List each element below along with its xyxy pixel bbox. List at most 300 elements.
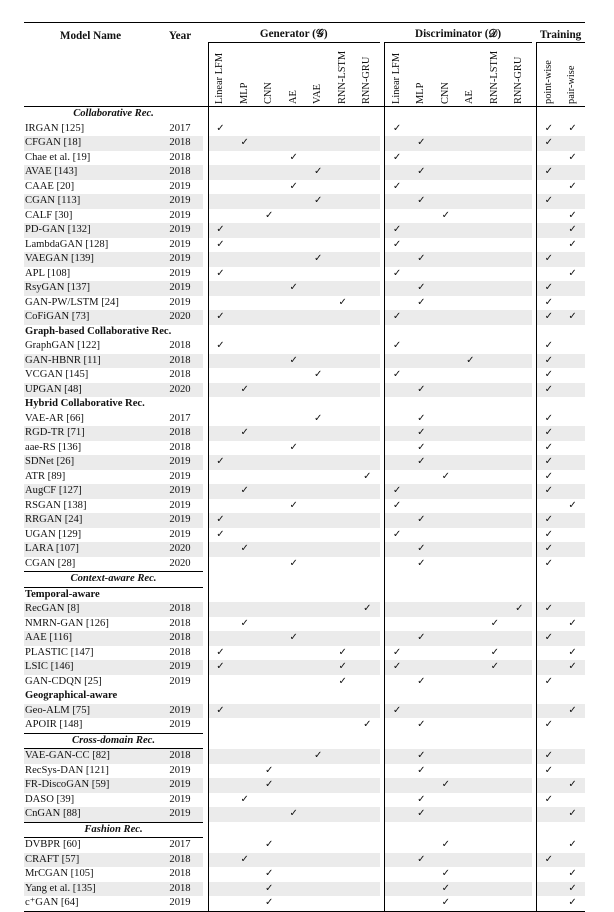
generator-check-cell <box>306 675 331 690</box>
discriminator-check-cell <box>483 867 508 882</box>
discriminator-check-cell: ✓ <box>385 484 410 499</box>
discriminator-check-cell <box>483 296 508 311</box>
generator-check-cell <box>331 470 356 485</box>
discriminator-check-cell <box>434 807 459 822</box>
generator-check-cell <box>355 122 380 137</box>
generator-check-cell <box>208 617 233 632</box>
table-row <box>24 136 585 151</box>
training-check-cell <box>561 528 585 543</box>
discriminator-check-cell <box>507 778 532 793</box>
generator-check-cell <box>306 528 331 543</box>
generator-check-cell <box>282 122 307 137</box>
discriminator-check-cell <box>507 151 532 166</box>
training-check-cell: ✓ <box>537 631 561 646</box>
generator-check-cell <box>282 867 307 882</box>
discriminator-check-cell <box>458 602 483 617</box>
training-check-cell <box>561 252 585 267</box>
generator-check-cell <box>306 718 331 733</box>
column-header-disc_cols-5 <box>507 43 532 107</box>
discriminator-check-cell <box>434 499 459 514</box>
table-row <box>24 704 585 719</box>
model-name-cell: UPGAN [48] <box>24 383 157 398</box>
generator-check-cell <box>306 513 331 528</box>
discriminator-check-cell <box>483 528 508 543</box>
discriminator-check-cell <box>458 368 483 383</box>
generator-check-cell <box>208 499 233 514</box>
column-header-train_cols-1 <box>561 43 585 107</box>
discriminator-check-cell <box>434 749 459 764</box>
discriminator-check-cell: ✓ <box>385 528 410 543</box>
table-row <box>24 646 585 661</box>
generator-check-cell <box>257 223 282 238</box>
table-row <box>24 165 585 180</box>
training-check-cell: ✓ <box>537 764 561 779</box>
discriminator-check-cell <box>458 180 483 195</box>
generator-check-cell <box>331 267 356 282</box>
discriminator-check-cell <box>483 499 508 514</box>
generator-check-cell: ✓ <box>240 793 249 805</box>
year-cell: 2018 <box>157 426 203 441</box>
discriminator-check-cell <box>385 354 410 369</box>
subsection-label: Geographical-aware <box>25 690 118 701</box>
year-cell: 2019 <box>169 267 191 279</box>
generator-check-cell <box>208 882 233 897</box>
training-check-cell: ✓ <box>561 310 585 325</box>
generator-check-cell <box>355 853 380 868</box>
generator-check-cell <box>257 455 282 470</box>
discriminator-check-cell <box>458 675 483 690</box>
discriminator-check-cell <box>483 209 508 224</box>
column-label: RNN-LSTM <box>488 50 500 104</box>
generator-check-cell <box>331 441 356 456</box>
column-label: CNN <box>263 82 275 104</box>
training-check-cell <box>561 470 585 485</box>
generator-check-cell <box>355 252 380 267</box>
generator-check-cell <box>282 675 307 690</box>
discriminator-check-cell <box>385 675 410 690</box>
year-cell: 2019 <box>157 223 203 238</box>
column-header-disc_cols-2 <box>434 43 459 107</box>
discriminator-check-cell: ✓ <box>434 882 459 897</box>
generator-check-cell <box>355 542 380 557</box>
generator-check-cell <box>208 896 233 911</box>
model-name-cell: aae-RS [136] <box>25 441 82 453</box>
table-row <box>24 602 585 617</box>
generator-check-cell <box>257 165 282 180</box>
discriminator-check-cell <box>458 441 483 456</box>
year-cell: 2019 <box>157 455 203 470</box>
generator-check-cell <box>282 194 307 209</box>
model-name-cell: LambdaGAN [128] <box>25 238 109 250</box>
training-check-cell <box>561 368 585 383</box>
model-name-cell: VCGAN [145] <box>25 369 89 380</box>
column-label: AE <box>287 90 299 104</box>
generator-check-cell <box>282 718 307 733</box>
discriminator-check-cell: ✓ <box>385 704 410 719</box>
generator-check-cell <box>233 470 258 485</box>
generator-check-cell <box>233 867 258 882</box>
discriminator-check-cell <box>409 223 434 238</box>
year-cell: 2018 <box>169 868 191 879</box>
discriminator-check-cell <box>458 470 483 485</box>
training-check-cell <box>561 764 585 779</box>
generator-check-cell <box>306 310 331 325</box>
discriminator-check-cell <box>458 793 483 808</box>
generator-check-cell <box>306 793 331 808</box>
generator-check-cell <box>331 749 356 764</box>
discriminator-check-cell <box>385 867 410 882</box>
discriminator-check-cell: ✓ <box>409 281 434 296</box>
generator-check-cell <box>208 542 233 557</box>
generator-check-cell: ✓ <box>289 557 298 569</box>
section-label: Cross-domain Rec. <box>24 733 203 749</box>
year-cell: 2019 <box>157 281 203 296</box>
discriminator-check-cell <box>483 194 508 209</box>
discriminator-check-cell <box>409 310 434 325</box>
subsection-header <box>24 587 585 602</box>
model-name-cell: Geo-ALM [75] <box>24 704 157 719</box>
training-check-cell <box>561 853 585 868</box>
model-name-cell: VAE-GAN-CC [82] <box>24 749 157 764</box>
model-name-cell: CnGAN [88] <box>24 807 157 822</box>
discriminator-check-cell <box>434 542 459 557</box>
model-name-cell: SDNet [26] <box>24 455 157 470</box>
training-check-cell: ✓ <box>537 136 561 151</box>
generator-check-cell <box>282 542 307 557</box>
table-row <box>24 499 585 514</box>
generator-check-cell <box>331 542 356 557</box>
section-header <box>24 822 585 838</box>
column-label: Linear LFM <box>214 52 226 104</box>
column-label: VAE <box>312 83 324 104</box>
training-check-cell <box>561 542 585 557</box>
discriminator-check-cell <box>507 209 532 224</box>
generator-check-cell <box>257 296 282 311</box>
discriminator-check-cell <box>458 617 483 632</box>
table-row <box>24 426 585 441</box>
discriminator-check-cell <box>409 778 434 793</box>
discriminator-check-cell: ✓ <box>417 719 426 731</box>
column-header-disc_cols-0 <box>385 43 410 107</box>
generator-check-cell: ✓ <box>314 412 323 424</box>
generator-check-cell <box>306 764 331 779</box>
discriminator-check-cell <box>385 470 410 485</box>
generator-check-cell <box>306 646 331 661</box>
discriminator-check-cell <box>385 882 410 897</box>
generator-check-cell <box>306 209 331 224</box>
discriminator-check-cell <box>385 896 410 911</box>
generator-check-cell <box>331 764 356 779</box>
generator-check-cell <box>331 180 356 195</box>
generator-check-cell <box>355 194 380 209</box>
discriminator-check-cell <box>409 339 434 354</box>
generator-check-cell <box>282 749 307 764</box>
discriminator-check-cell <box>458 749 483 764</box>
year-cell: 2019 <box>169 296 191 308</box>
training-check-cell <box>537 704 561 719</box>
generator-check-cell <box>306 180 331 195</box>
generator-check-cell <box>257 542 282 557</box>
table-row <box>24 296 585 311</box>
discriminator-check-cell <box>507 660 532 675</box>
discriminator-check-cell <box>507 296 532 311</box>
generator-check-cell <box>208 749 233 764</box>
discriminator-check-cell <box>458 896 483 911</box>
generator-check-cell <box>306 557 331 572</box>
training-check-cell: ✓ <box>537 853 561 868</box>
generator-check-cell <box>331 310 356 325</box>
model-name-cell: PLASTIC [147] <box>25 646 94 658</box>
discriminator-check-cell <box>483 793 508 808</box>
discriminator-check-cell <box>409 528 434 543</box>
discriminator-check-cell: ✓ <box>417 412 426 424</box>
training-check-cell: ✓ <box>537 602 561 617</box>
year-cell: 2019 <box>157 194 203 209</box>
generator-check-cell <box>208 296 233 311</box>
discriminator-check-cell <box>434 853 459 868</box>
discriminator-check-cell <box>483 749 508 764</box>
year-cell: 2019 <box>169 499 191 511</box>
generator-check-cell <box>282 426 307 441</box>
table-row <box>24 441 585 456</box>
generator-check-cell <box>233 704 258 719</box>
discriminator-check-cell <box>434 122 459 137</box>
discriminator-check-cell <box>458 426 483 441</box>
generator-check-cell <box>355 238 380 253</box>
generator-check-cell <box>355 151 380 166</box>
model-name-cell: AugCF [127] <box>24 484 157 499</box>
generator-check-cell <box>331 807 356 822</box>
discriminator-check-cell: ✓ <box>458 354 483 369</box>
generator-check-cell: ✓ <box>289 499 298 511</box>
column-label: point-wise <box>542 60 554 104</box>
discriminator-check-cell <box>507 136 532 151</box>
discriminator-check-cell: ✓ <box>385 368 410 383</box>
discriminator-check-cell: ✓ <box>507 602 532 617</box>
generator-check-cell <box>257 853 282 868</box>
year-cell: 2020 <box>169 557 191 569</box>
discriminator-check-cell <box>507 853 532 868</box>
discriminator-check-cell <box>507 267 532 282</box>
discriminator-check-cell <box>434 194 459 209</box>
generator-check-cell <box>282 853 307 868</box>
discriminator-check-cell: ✓ <box>417 296 426 308</box>
training-check-cell <box>537 617 561 632</box>
generator-check-cell: ✓ <box>208 223 233 238</box>
generator-check-cell: ✓ <box>306 749 331 764</box>
discriminator-check-cell <box>507 470 532 485</box>
generator-check-cell: ✓ <box>265 897 274 908</box>
generator-check-cell <box>257 339 282 354</box>
discriminator-check-cell: ✓ <box>409 252 434 267</box>
model-name-cell: RRGAN [24] <box>24 513 157 528</box>
generator-check-cell <box>306 354 331 369</box>
discriminator-check-cell <box>409 180 434 195</box>
discriminator-check-cell <box>507 484 532 499</box>
training-check-cell: ✓ <box>568 180 577 192</box>
discriminator-check-cell: ✓ <box>385 151 410 166</box>
column-header-disc_cols-4 <box>483 43 508 107</box>
training-check-cell <box>561 484 585 499</box>
model-name-cell: APOIR [148] <box>25 719 83 730</box>
generator-check-cell <box>331 484 356 499</box>
discriminator-check-cell <box>458 165 483 180</box>
generator-check-cell <box>306 455 331 470</box>
discriminator-check-cell <box>507 838 532 853</box>
training-check-cell: ✓ <box>537 412 561 427</box>
discriminator-check-cell <box>434 296 459 311</box>
discriminator-check-cell <box>507 513 532 528</box>
year-cell: 2019 <box>157 252 203 267</box>
generator-check-cell <box>331 238 356 253</box>
discriminator-check-cell <box>483 165 508 180</box>
discriminator-check-cell <box>385 165 410 180</box>
discriminator-check-cell <box>483 484 508 499</box>
discriminator-check-cell <box>385 426 410 441</box>
generator-check-cell <box>355 165 380 180</box>
generator-check-cell <box>355 296 380 311</box>
training-check-cell <box>561 602 585 617</box>
generator-check-cell <box>282 136 307 151</box>
generator-check-cell <box>257 441 282 456</box>
generator-check-cell <box>257 122 282 137</box>
generator-check-cell <box>257 528 282 543</box>
generator-check-cell <box>355 223 380 238</box>
discriminator-check-cell <box>434 136 459 151</box>
generator-check-cell <box>306 339 331 354</box>
discriminator-check-cell <box>483 368 508 383</box>
generator-check-cell <box>282 778 307 793</box>
discriminator-check-cell <box>434 412 459 427</box>
discriminator-check-cell <box>409 470 434 485</box>
discriminator-check-cell <box>409 209 434 224</box>
generator-check-cell <box>282 528 307 543</box>
discriminator-check-cell <box>434 281 459 296</box>
discriminator-check-cell <box>507 807 532 822</box>
generator-check-cell: ✓ <box>208 646 233 661</box>
generator-check-cell <box>282 704 307 719</box>
column-header-gen_cols-2 <box>257 43 282 107</box>
generator-check-cell <box>208 412 233 427</box>
generator-check-cell <box>306 853 331 868</box>
discriminator-check-cell <box>409 267 434 282</box>
generator-check-cell <box>257 749 282 764</box>
discriminator-check-cell <box>507 310 532 325</box>
generator-check-cell <box>257 383 282 398</box>
table-row <box>24 122 585 137</box>
model-name-cell: CGAN [113] <box>24 194 157 209</box>
discriminator-check-cell <box>507 867 532 882</box>
discriminator-check-cell: ✓ <box>409 807 434 822</box>
discriminator-check-cell <box>483 426 508 441</box>
discriminator-check-cell <box>458 853 483 868</box>
training-check-cell <box>561 455 585 470</box>
discriminator-check-cell <box>434 223 459 238</box>
discriminator-check-cell <box>385 412 410 427</box>
discriminator-check-cell: ✓ <box>409 165 434 180</box>
column-label: pair-wise <box>566 65 578 104</box>
table-row <box>24 383 585 398</box>
discriminator-check-cell <box>507 793 532 808</box>
generator-check-cell <box>331 602 356 617</box>
training-check-cell <box>537 180 561 195</box>
model-name-cell: CRAFT [57] <box>24 853 157 868</box>
discriminator-check-cell <box>458 209 483 224</box>
generator-check-cell <box>306 136 331 151</box>
discriminator-check-cell <box>507 122 532 137</box>
discriminator-check-cell <box>458 867 483 882</box>
generator-check-cell <box>355 354 380 369</box>
training-check-cell <box>561 718 585 733</box>
training-check-cell: ✓ <box>561 704 585 719</box>
discriminator-check-cell <box>458 557 483 572</box>
discriminator-check-cell: ✓ <box>417 675 426 687</box>
discriminator-check-cell <box>434 383 459 398</box>
generator-check-cell <box>355 426 380 441</box>
generator-check-cell <box>331 557 356 572</box>
discriminator-check-cell <box>385 764 410 779</box>
training-check-cell <box>537 660 561 675</box>
discriminator-check-cell <box>434 675 459 690</box>
subsection-header <box>24 397 585 412</box>
generator-check-cell <box>282 513 307 528</box>
column-label: Linear LFM <box>390 52 402 104</box>
discriminator-check-cell <box>409 602 434 617</box>
generator-check-cell: ✓ <box>289 180 298 192</box>
training-check-cell <box>537 778 561 793</box>
subsection-header <box>24 689 585 704</box>
discriminator-check-cell <box>458 455 483 470</box>
discriminator-check-cell <box>483 412 508 427</box>
generator-check-cell: ✓ <box>208 513 233 528</box>
training-check-cell: ✓ <box>537 675 561 690</box>
discriminator-check-cell <box>458 412 483 427</box>
table-row <box>24 718 585 733</box>
table-row <box>24 252 585 267</box>
generator-check-cell <box>306 441 331 456</box>
training-check-cell: ✓ <box>568 122 577 134</box>
discriminator-check-cell <box>483 455 508 470</box>
discriminator-check-cell: ✓ <box>409 749 434 764</box>
generator-check-cell <box>233 764 258 779</box>
column-label: RNN-GRU <box>513 56 525 104</box>
discriminator-check-cell <box>434 557 459 572</box>
discriminator-check-cell <box>434 718 459 733</box>
year-cell: 2018 <box>157 631 203 646</box>
generator-check-cell <box>233 838 258 853</box>
generator-check-cell <box>306 296 331 311</box>
model-name-cell: GraphGAN [122] <box>25 340 101 351</box>
generator-check-cell <box>331 778 356 793</box>
generator-check-cell <box>208 602 233 617</box>
year-cell: 2018 <box>157 853 203 868</box>
generator-check-cell <box>355 646 380 661</box>
subsection-label: Hybrid Collaborative Rec. <box>25 398 145 409</box>
generator-check-cell: ✓ <box>265 209 274 221</box>
generator-check-cell <box>282 267 307 282</box>
column-header-disc_cols-1 <box>409 43 434 107</box>
discriminator-check-cell <box>458 383 483 398</box>
generator-check-cell <box>233 281 258 296</box>
discriminator-check-cell <box>458 882 483 897</box>
generator-check-cell <box>355 896 380 911</box>
training-check-cell <box>537 223 561 238</box>
generator-check-cell <box>355 281 380 296</box>
training-check-cell <box>561 354 585 369</box>
generator-check-cell <box>282 455 307 470</box>
generator-check-cell <box>306 281 331 296</box>
discriminator-check-cell <box>507 368 532 383</box>
